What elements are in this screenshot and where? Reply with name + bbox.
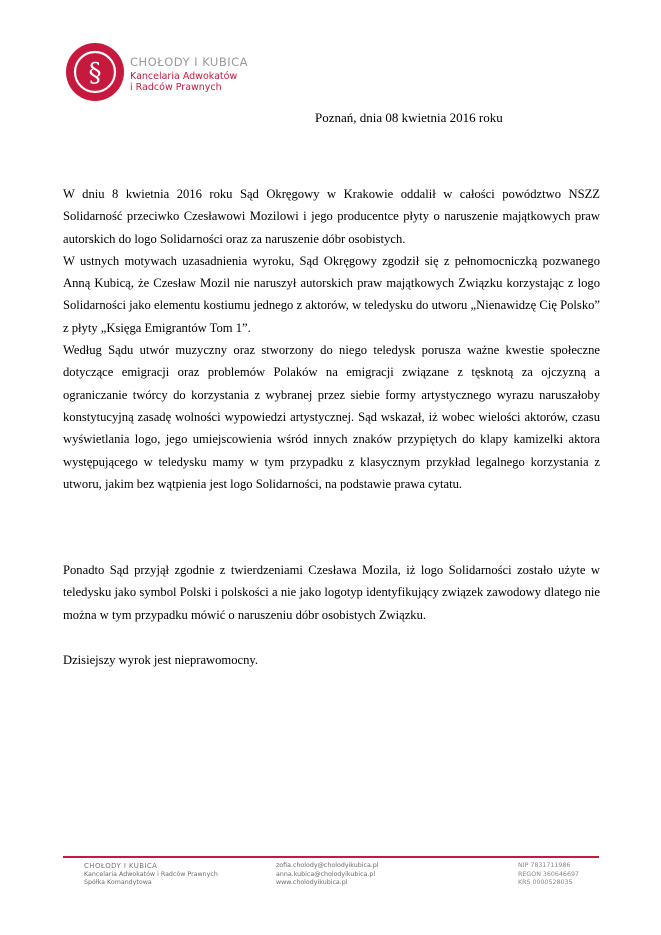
firm-subtitle-line-1: Kancelaria Adwokatów: [130, 71, 238, 82]
body-block-3: [63, 649, 600, 671]
body-block-2: [63, 559, 600, 626]
firm-name: CHOŁODY I KUBICA: [130, 55, 249, 69]
footer-website[interactable]: www.cholodyikubica.pl: [276, 879, 348, 887]
paragraph-seal-icon: [64, 41, 126, 103]
footer-company-form: Spółka Komandytowa: [84, 879, 152, 887]
footer-email-1[interactable]: zofia.cholody@cholodyikubica.pl: [276, 862, 379, 869]
footer-nip: NIP 7831711986: [518, 862, 571, 869]
footer-contacts: [276, 862, 379, 888]
paragraph-4: Ponadto Sąd przyjął zgodnie z twierdzeniami Czesława Mozila, iż logo Solidarności zostało użyte w teledysku jako symbol Polski i polskości a nie jako logotyp identyfikujący związek zawodowy dlatego nie można w tym przypadku mówić o naruszeniu dóbr osobistych Związku.: [63, 563, 600, 622]
date-line: Poznań, dnia 08 kwietnia 2016 roku: [315, 110, 503, 125]
paragraph-1: W dniu 8 kwietnia 2016 roku Sąd Okręgowy w Krakowie oddalił w całości powództwo NSZZ Solidarność przeciwko Czesławowi Mozilowi i jego producentce płyty o naruszenie majątkowych praw autorskich do logo Solidarności oraz za naruszenie dóbr osobistych.: [63, 187, 600, 246]
firm-subtitle-line-2: i Radców Prawnych: [130, 82, 222, 93]
firm-logo: [64, 41, 264, 111]
footer-registry: [518, 862, 579, 888]
paragraph-3: Według Sądu utwór muzyczny oraz stworzony do niego teledysk porusza ważne kwestie społeczne dotyczące emigracji oraz problemów Polaków na emigracji związane z tęsknotą za ojczyzną a ograniczanie twórcy do korzystania z wybranej przez siebie formy artystycznego wyrazu naruszałoby konstytucyjną zasadę wolności wypowiedzi artystycznej. Sąd wskazał, iż wobec wielości aktorów, czasu wyświetlania logo, jego umiejscowienia wśród innych znaków przypiętych do klapy kamizelki aktora występującego w teledysku mamy w tym przypadku z klasycznym przykład legalnego korzystania z utworu, jakim bez wątpienia jest logo Solidarności, na podstawie prawa cytatu.: [63, 343, 600, 491]
paragraph-5: Dzisiejszy wyrok jest nieprawomocny.: [63, 653, 259, 667]
body-block-1: [63, 183, 600, 495]
footer-company-type: Kancelaria Adwokatów i Radców Prawnych: [84, 870, 218, 878]
footer-regon: REGON 360646697: [518, 870, 579, 878]
logo-glyph: §: [88, 58, 102, 88]
footer-divider: [63, 856, 599, 858]
footer-email-2[interactable]: anna.kubica@cholodyikubica.pl: [276, 870, 376, 878]
paragraph-2: W ustnych motywach uzasadnienia wyroku, Sąd Okręgowy zgodził się z pełnomocniczką pozwanego Anną Kubicą, że Czesław Mozil nie naruszył autorskich praw majątkowych Związku korzystając z logo Solidarności jako elementu kostiumu jednego z aktorów, w teledysku do utworu „Nienawidzę Cię Polsko” z płyty „Księga Emigrantów Tom 1”.: [63, 253, 600, 335]
footer-company: [84, 862, 218, 888]
footer-company-name: CHOŁODY I KUBICA: [84, 862, 158, 870]
firm-subtitle: [130, 71, 237, 93]
footer-krs: KRS 0000528035: [518, 879, 573, 887]
